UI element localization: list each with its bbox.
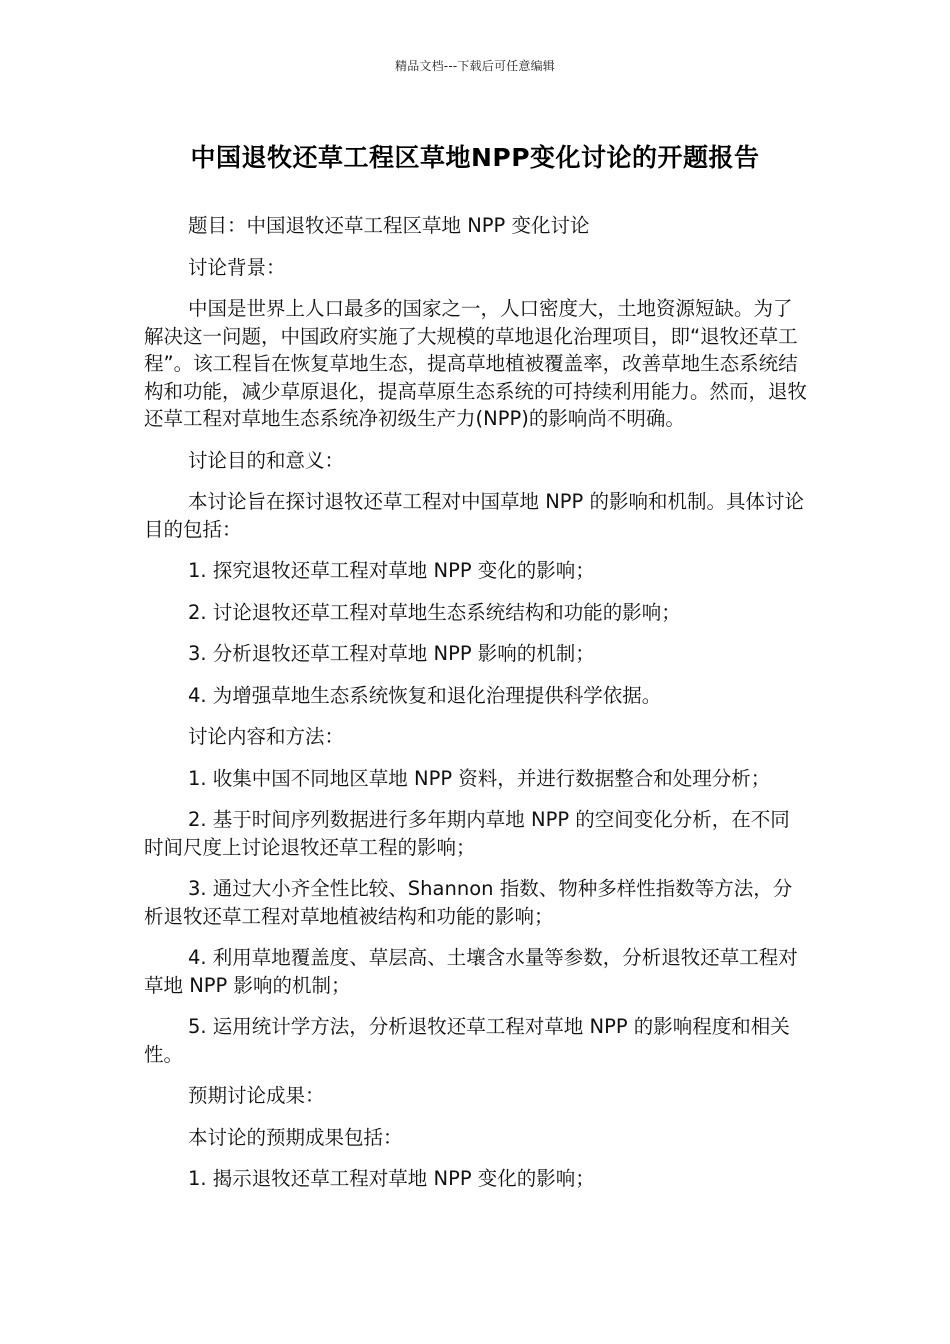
purpose-item-4: 4. 为增强草地生态系统恢复和退化治理提供科学依据。 [188,683,662,707]
document-body [144,212,808,1207]
purpose-item-2: 2. 讨论退牧还草工程对草地生态系统结构和功能的影响； [188,600,681,624]
paragraph-purpose: 本讨论旨在探讨退牧还草工程对中国草地 NPP 的影响和机制。具体讨论目的包括： [144,490,805,541]
paragraph-purpose-heading: 讨论目的和意义： [188,448,345,472]
method-item-4: 4. 利用草地覆盖度、草层高、土壤含水量等参数，分析退牧还草工程对草地 NPP 影响的机制； [144,946,798,997]
paragraph-background-heading: 讨论背景： [188,255,286,279]
paragraph-topic: 题目：中国退牧还草工程区草地 NPP 变化讨论 [188,214,590,237]
paragraph-methods-heading: 讨论内容和方法： [188,725,345,748]
header-note: 精品文档---下载后可任意编辑 [395,59,555,73]
purpose-item-3: 3. 分析退牧还草工程对草地 NPP 影响的机制； [188,642,595,665]
method-item-3: 3. 通过大小齐全性比较、Shannon 指数、物种多样性指数等方法，分析退牧还草工程对草地植被结构和功能的影响； [144,877,793,928]
paragraph-background: 中国是世界上人口最多的国家之一，人口密度大，土地资源短缺。为了解决这一问题，中国政府实施了大规模的草地退化治理项目，即“退牧还草工程”。该工程旨在恢复草地生态，提高草地植被覆盖率，改善草地生态系统结构和功能，减少草原退化，提高草原生态系统的可持续利用能力。然而，退牧还草工程对草地生态系统净初级生产力(NPP)的影响尚不明确。 [144,297,808,430]
method-item-2: 2. 基于时间序列数据进行多年期内草地 NPP 的空间变化分析，在不同时间尺度上讨论退牧还草工程的影响； [144,808,790,859]
method-item-5: 5. 运用统计学方法，分析退牧还草工程对草地 NPP 的影响程度和相关性。 [144,1015,790,1066]
paragraph-outcomes: 本讨论的预期成果包括： [188,1125,403,1149]
method-item-1: 1. 收集中国不同地区草地 NPP 资料，并进行数据整合和处理分析； [188,766,771,790]
purpose-item-1: 1. 探究退牧还草工程对草地 NPP 变化的影响； [188,559,595,582]
document-title: 中国退牧还草工程区草地NPP变化讨论的开题报告 [190,143,760,172]
paragraph-outcomes-heading: 预期讨论成果： [188,1084,325,1107]
outcome-item-1: 1. 揭示退牧还草工程对草地 NPP 变化的影响； [188,1167,595,1190]
